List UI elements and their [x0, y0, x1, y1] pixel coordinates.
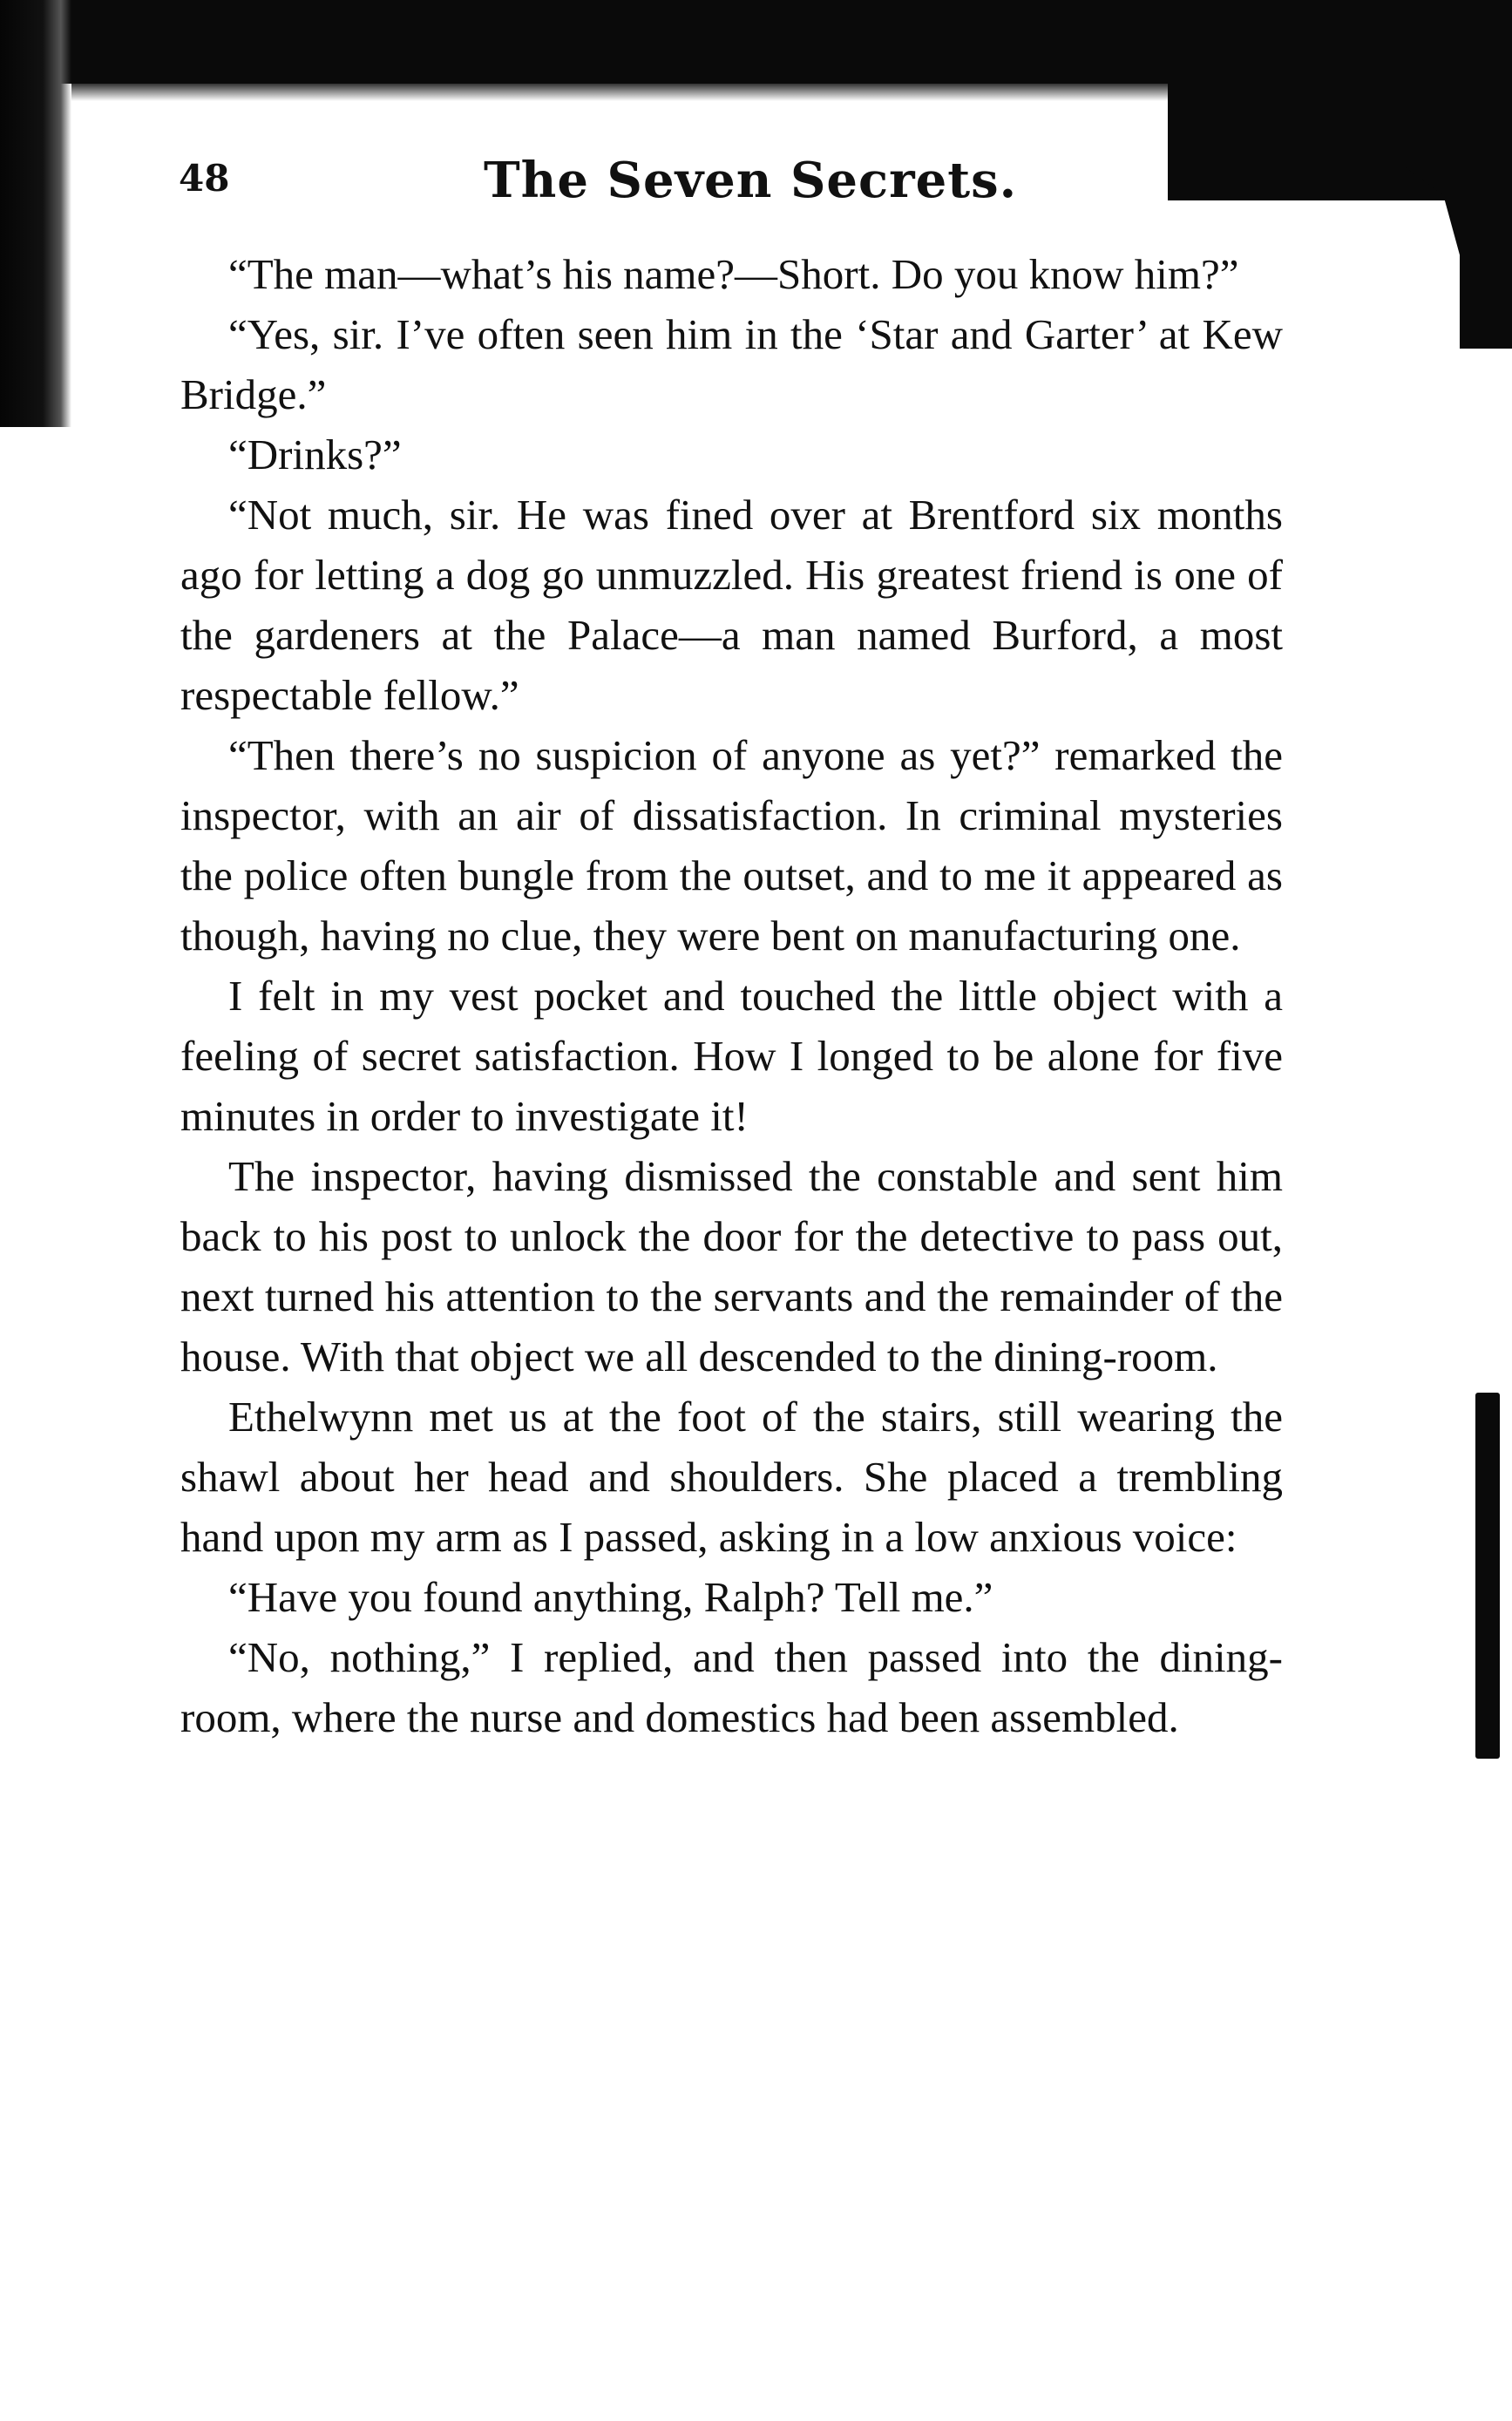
scan-shadow-top — [71, 84, 1168, 101]
paragraph: “The man—what’s his name?—Short. Do you know him?” — [228, 250, 1239, 298]
paragraph: “Have you found anything, Ralph? Tell me.” — [228, 1573, 993, 1621]
scan-mark-right — [1475, 1393, 1500, 1759]
scan-border-left — [0, 0, 71, 427]
body-text — [180, 244, 1283, 1747]
scan-border-right — [1460, 192, 1512, 349]
paragraph: “Then there’s no suspicion of anyone as yet?” remarked the inspector, with an air of dissatisfaction. In criminal mysteries the police often bungle from the outset, and to me it appeared as though, having no clue, they were bent on manufacturing one. — [180, 731, 1283, 960]
paragraph: Ethelwynn met us at the foot of the stairs, still wearing the shawl about her head and shoulders. She placed a trembling hand upon my arm as I passed, asking in a low anxious voice: — [180, 1393, 1283, 1561]
paragraph: The inspector, having dismissed the constable and sent him back to his post to unlock the door for the detective to pass out, next turned his attention to the servants and the remainder of the house. With that object we all descended to the dining-room. — [180, 1152, 1283, 1380]
running-title: The Seven Secrets. — [484, 152, 1018, 209]
paragraph: “Not much, sir. He was fined over at Brentford six months ago for letting a dog go unmuzzled. His greatest friend is one of the gardeners at the Palace—a man named Burford, a most respectable fellow.” — [180, 491, 1283, 719]
paragraph: I felt in my vest pocket and touched the little object with a feeling of secret satisfaction. How I longed to be alone for five minutes in order to investigate it! — [180, 972, 1283, 1140]
page-header — [179, 152, 1312, 227]
paragraph: “Drinks?” — [228, 431, 402, 478]
paragraph: “Yes, sir. I’ve often seen him in the ‘Star and Garter’ at Kew Bridge.” — [180, 310, 1283, 418]
page-number: 48 — [179, 157, 230, 200]
paragraph: “No, nothing,” I replied, and then passed into the dining-room, where the nurse and domestics had been assembled. — [180, 1633, 1283, 1741]
